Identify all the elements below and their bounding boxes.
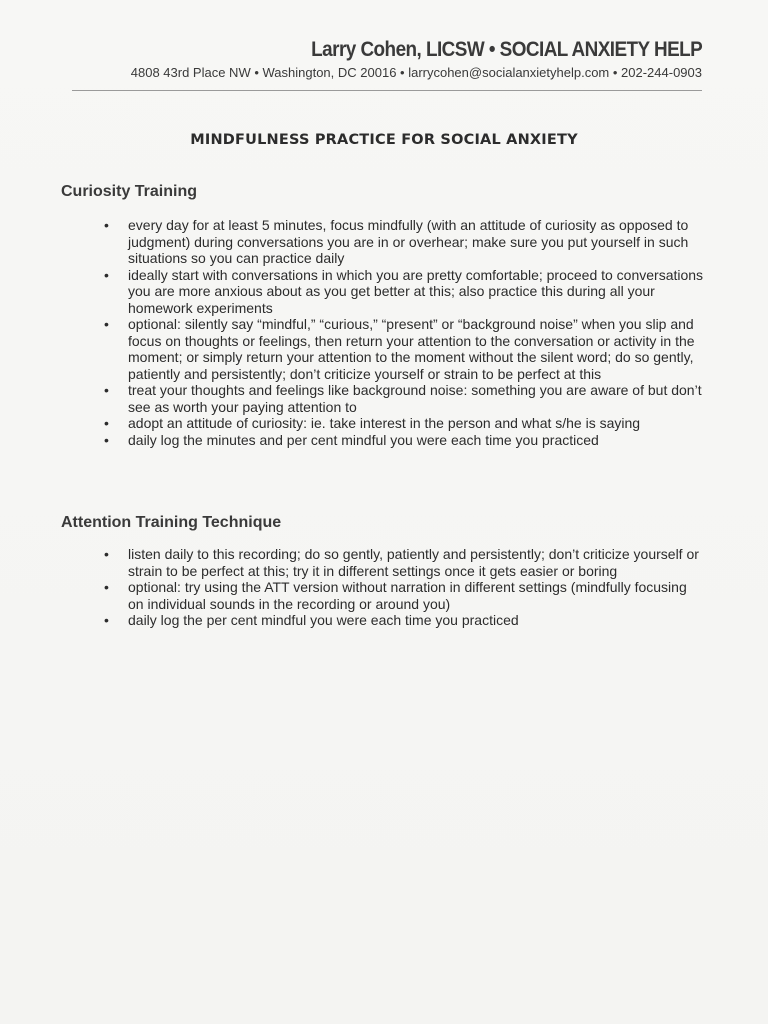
letterhead xyxy=(131,38,702,80)
bullet-icon: • xyxy=(104,546,109,562)
list-item xyxy=(104,432,704,449)
letterhead-title: Larry Cohen, LICSW • SOCIAL ANXIETY HELP xyxy=(310,38,702,61)
list-item-text: adopt an attitude of curiosity: ie. take interest in the person and what s/he is saying xyxy=(128,415,641,431)
list-item xyxy=(104,415,704,432)
attention-training-list xyxy=(104,546,704,629)
letterhead-contact: 4808 43rd Place NW • Washington, DC 20016 • larrycohen@socialanxietyhelp.com • 202-244-0903 xyxy=(130,65,702,80)
header-divider xyxy=(72,90,702,91)
section-heading-curiosity-training: Curiosity Training xyxy=(61,183,198,200)
curiosity-training-list xyxy=(104,217,704,448)
list-item-text: optional: try using the ATT version without narration in different settings (mindfully focusing on individual sounds in the recording or around you) xyxy=(128,579,687,612)
document-title: MINDFULNESS PRACTICE FOR SOCIAL ANXIETY xyxy=(190,132,578,148)
list-item-text: listen daily to this recording; do so gently, patiently and persistently; don’t criticize yourself or strain to be perfect at this; try it in different settings once it gets easier or boring xyxy=(128,546,699,579)
list-item xyxy=(104,579,704,612)
bullet-icon: • xyxy=(104,266,109,283)
bullet-icon: • xyxy=(104,579,109,595)
list-item-text: daily log the per cent mindful you were each time you practiced xyxy=(128,612,519,628)
list-item xyxy=(104,217,704,267)
section-heading-attention-training-technique: Attention Training Technique xyxy=(61,514,282,531)
list-item-text: daily log the minutes and per cent mindful you were each time you practiced xyxy=(128,431,599,448)
bullet-icon: • xyxy=(104,382,109,398)
bullet-icon: • xyxy=(104,217,109,233)
list-item xyxy=(104,316,704,382)
list-item-text: every day for at least 5 minutes, focus mindfully (with an attitude of curiosity as opposed to judgment) during conversations you are in or overhear; make sure you put yourself in such situations so you can practice daily xyxy=(128,217,689,266)
list-item-text: ideally start with conversations in which you are pretty comfortable; proceed to conversations you are more anxious about as you get better at this; also practice this during all your homework experiments xyxy=(128,266,704,316)
list-item xyxy=(104,382,704,415)
bullet-icon: • xyxy=(104,612,109,628)
list-item xyxy=(104,267,704,317)
list-item-text: treat your thoughts and feelings like background noise: something you are aware of but don’t see as worth your paying attention to xyxy=(128,382,702,415)
list-item xyxy=(104,612,704,629)
list-item-text: optional: silently say “mindful,” “curious,” “present” or “background noise” when you slip and focus on thoughts or feelings, then return your attention to the conversation or activity in the moment; or simply return your attention to the moment without the silent word; do so gently, patiently and persistently; don’t criticize yourself or strain to be perfect at this xyxy=(128,316,695,382)
bullet-icon: • xyxy=(104,316,109,332)
bullet-icon: • xyxy=(104,415,109,431)
bullet-icon: • xyxy=(104,431,109,448)
list-item xyxy=(104,546,704,579)
